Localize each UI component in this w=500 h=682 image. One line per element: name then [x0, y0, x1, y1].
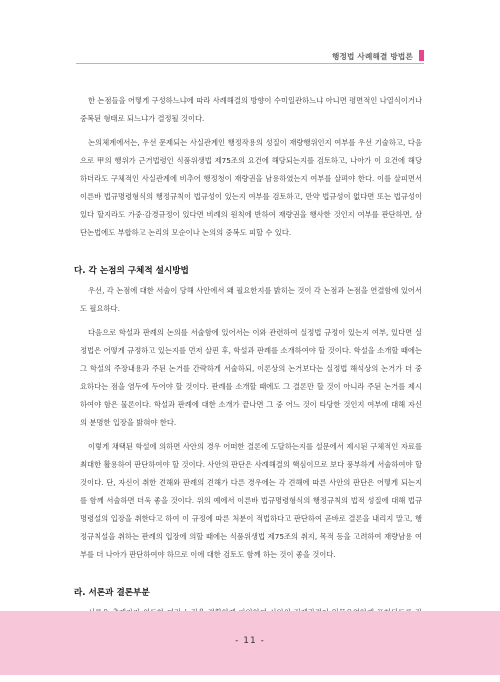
footer-band [0, 611, 500, 675]
header-title: 행정법 사례해결 방법론 [331, 52, 413, 61]
page-number: - 11 - [235, 636, 265, 646]
section-heading-ra: 라. 서론과 결론부분 [74, 588, 150, 598]
page-body [74, 92, 422, 682]
header-divider [76, 63, 424, 64]
body-paragraph: 이렇게 채택된 학설에 의하면 사안의 경우 어떠한 결론에 도달하는지를 설문에서 제시된 구체적인 자료를 최대한 활용하여 판단하여야 할 것이다. 사안의 판단은 사례해결의 핵심이므로 보다 풍부하게 서술하여야 할 것이다. 단, 자신이 취한 견해와 판례의 견해가 다른 경우에는 각 견해에 따른 사안의 판단은 어떻게 되는지를 함께 서술하면 더욱 좋을 것이다. 위의 예에서 이른바 법규명령형식의 행정규칙의 법적 성질에 대해 법규명령설의 입장을 취한다고 하여 이 규정에 따른 처분이 적법하다고 판단하여 곧바로 결론을 내리지 말고, 행정규칙설을 취하는 판례의 입장에 의할 때에는 식품위생법 제75조의 취지, 목적 등을 고려하여 재량남용 여부를 더 나아가 판단하여야 하므로 이에 대한 검토도 함께 하는 것이 좋을 것이다. [80, 442, 422, 559]
body-paragraph: 다음으로 학설과 판례의 논의를 서술함에 있어서는 이와 관련하여 실정법 규정이 있는지 여부, 있다면 실정법은 어떻게 규정하고 있는지를 먼저 살핀 후, 학설과 판례를 소개하여야 할 것이다. 학설을 소개할 때에는 그 학설의 주장내용과 주된 논거를 간략하게 서술하되, 이론상의 논거보다는 실정법 해석상의 논거가 더 중요하다는 점을 염두에 두어야 할 것이다. 판례를 소개할 때에도 그 결론만 할 것이 아니라 주된 논거를 제시하여야 함은 물론이다. 학설과 판례에 대한 소개가 끝나면 그 중 어느 것이 타당한 것인지 여부에 대해 자신의 분명한 입장을 밝혀야 한다. [80, 328, 422, 427]
body-paragraph: 우선, 각 논점에 대한 서술이 당해 사안에서 왜 필요한지를 밝히는 것이 각 논점과 논점을 연결함에 있어서도 필요하다. [80, 286, 422, 313]
section-heading-da: 다. 각 논점의 구체적 설시방법 [74, 266, 189, 276]
header-accent-tab [419, 50, 424, 61]
body-paragraph: 한 논점들을 어떻게 구성하느냐에 따라 사례해결의 방향이 수미일관하느냐 아니면 평면적인 나열식이거나 중복된 형태로 되느냐가 결정될 것이다. [80, 96, 422, 123]
body-paragraph: 논의체계에서는, 우선 문제되는 사실관계인 행정작용의 성질이 재량행위인지 여부를 우선 기술하고, 다음으로 甲의 행위가 근거법령인 식품위생법 제75조의 요건에 해당되는지를 검토하고, 나아가 이 요건에 해당하더라도 구체적인 사실관계에 비추어 행정청이 재량권을 남용하였는지 여부를 살펴야 한다. 이를 살피면서 이른바 법규명령형식의 행정규칙이 법규성이 있는지 여부를 검토하고, 만약 법규성이 없다면 또는 법규성이 있다 할지라도 가중·감경규정이 있다면 비례의 원칙에 반하여 재량권을 행사한 것인지 여부를 판단하면, 삼단논법에도 부합하고 논리의 모순이나 논의의 중복도 피할 수 있다. [80, 138, 422, 237]
